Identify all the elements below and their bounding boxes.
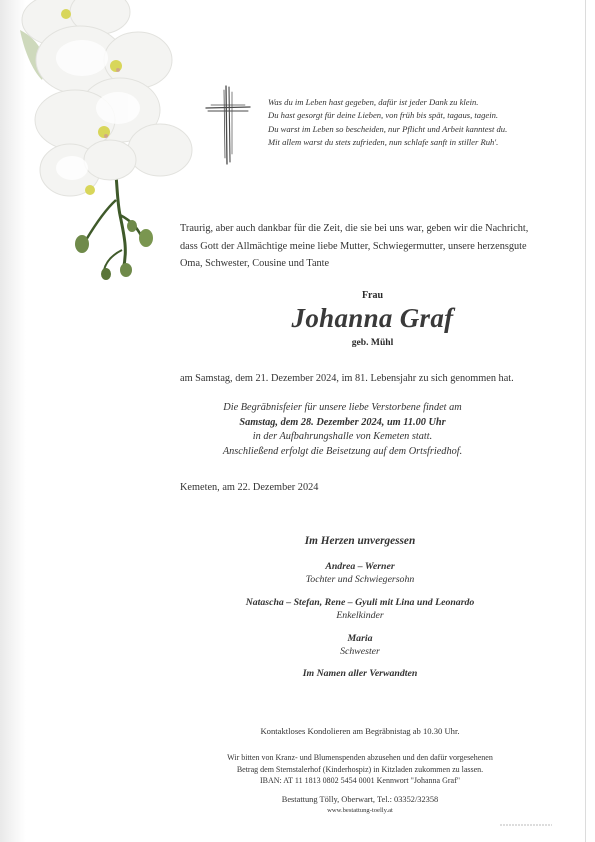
intro-line: Traurig, aber auch dankbar für die Zeit, die sie bei uns war, geben wir die Nachricht,: [180, 223, 529, 234]
donation-line: Wir bitten von Kranz- und Blumenspenden abzusehen und den dafür vorgesehenen: [227, 753, 493, 762]
deceased-name: Johanna Graf: [291, 303, 454, 333]
funeral-line: in der Aufbahrungshalle von Kemeten statt.: [252, 431, 433, 442]
intro-line: dass Gott der Allmächtige meine liebe Mutter, Schwiegermutter, unsere herzensgute: [180, 240, 527, 252]
funeral-home-info: [150, 794, 570, 816]
funeral-home-website: www.bestattung-toelly.at: [327, 807, 393, 814]
poem-verse: [268, 96, 578, 150]
cross-icon: [203, 84, 253, 166]
mourner-names: Maria: [347, 633, 373, 644]
mourner-relation: Enkelkinder: [336, 610, 384, 621]
intro-line: Oma, Schwester, Cousine und Tante: [180, 258, 330, 269]
intro-text: [180, 220, 565, 273]
mourner-relation: Tochter und Schwiegersohn: [305, 574, 415, 585]
mourner-names: Natascha – Stefan, Rene – Gyuli mit Lina und Leonardo: [245, 597, 475, 608]
salutation: Frau: [361, 290, 384, 301]
mourners-closing: Im Namen aller Verwandten: [302, 668, 418, 679]
donation-request: [150, 752, 570, 787]
mourner-relation: Schwester: [340, 646, 380, 657]
poem-line: Mit allem warst du stets zufrieden, nun schlafe sanft in stiller Ruh'.: [268, 137, 499, 148]
mourners-heading: Im Herzen unvergessen: [304, 535, 416, 547]
orchid-flower-image: [20, 0, 200, 300]
funeral-info: [200, 401, 485, 459]
mourners-section: [150, 535, 570, 679]
mourner-names: Andrea – Werner: [325, 561, 395, 572]
birth-name: geb. Mühl: [351, 337, 394, 348]
funeral-line: Die Begräbnisfeier für unsere liebe Verstorbene findet am: [223, 402, 462, 413]
funeral-date: Samstag, dem 28. Dezember 2024, um 11.00 Uhr: [239, 416, 446, 428]
funeral-home-line: Bestattung Tölly, Oberwart, Tel.: 03352/32358: [281, 795, 439, 804]
place-and-date: Kemeten, am 22. Dezember 2024: [180, 482, 319, 493]
poem-line: Du hast gesorgt für deine Lieben, von früh bis spät, tagaus, tagein.: [268, 110, 499, 121]
poem-line: Du warst im Leben so bescheiden, nur Pflicht und Arbeit kanntest du.: [268, 123, 508, 134]
donation-line: Betrag dem Sternstalerhof (Kinderhospiz) in Kitzladen zukommen zu lassen.: [236, 764, 484, 774]
poem-line: Was du im Leben hast gegeben, dafür ist jeder Dank zu klein.: [268, 97, 479, 107]
print-mark: [500, 823, 552, 827]
right-margin-line: [585, 0, 586, 842]
funeral-line: Anschließend erfolgt die Beisetzung auf dem Ortsfriedhof.: [222, 445, 463, 457]
death-notice: am Samstag, dem 21. Dezember 2024, im 81. Lebensjahr zu sich genommen hat.: [180, 373, 514, 384]
condolence-note: Kontaktloses Kondolieren am Begräbnistag ab 10.30 Uhr.: [260, 726, 460, 736]
donation-iban: IBAN: AT 11 1813 0802 5454 0001 Kennwort "Johanna Graf": [259, 776, 461, 785]
